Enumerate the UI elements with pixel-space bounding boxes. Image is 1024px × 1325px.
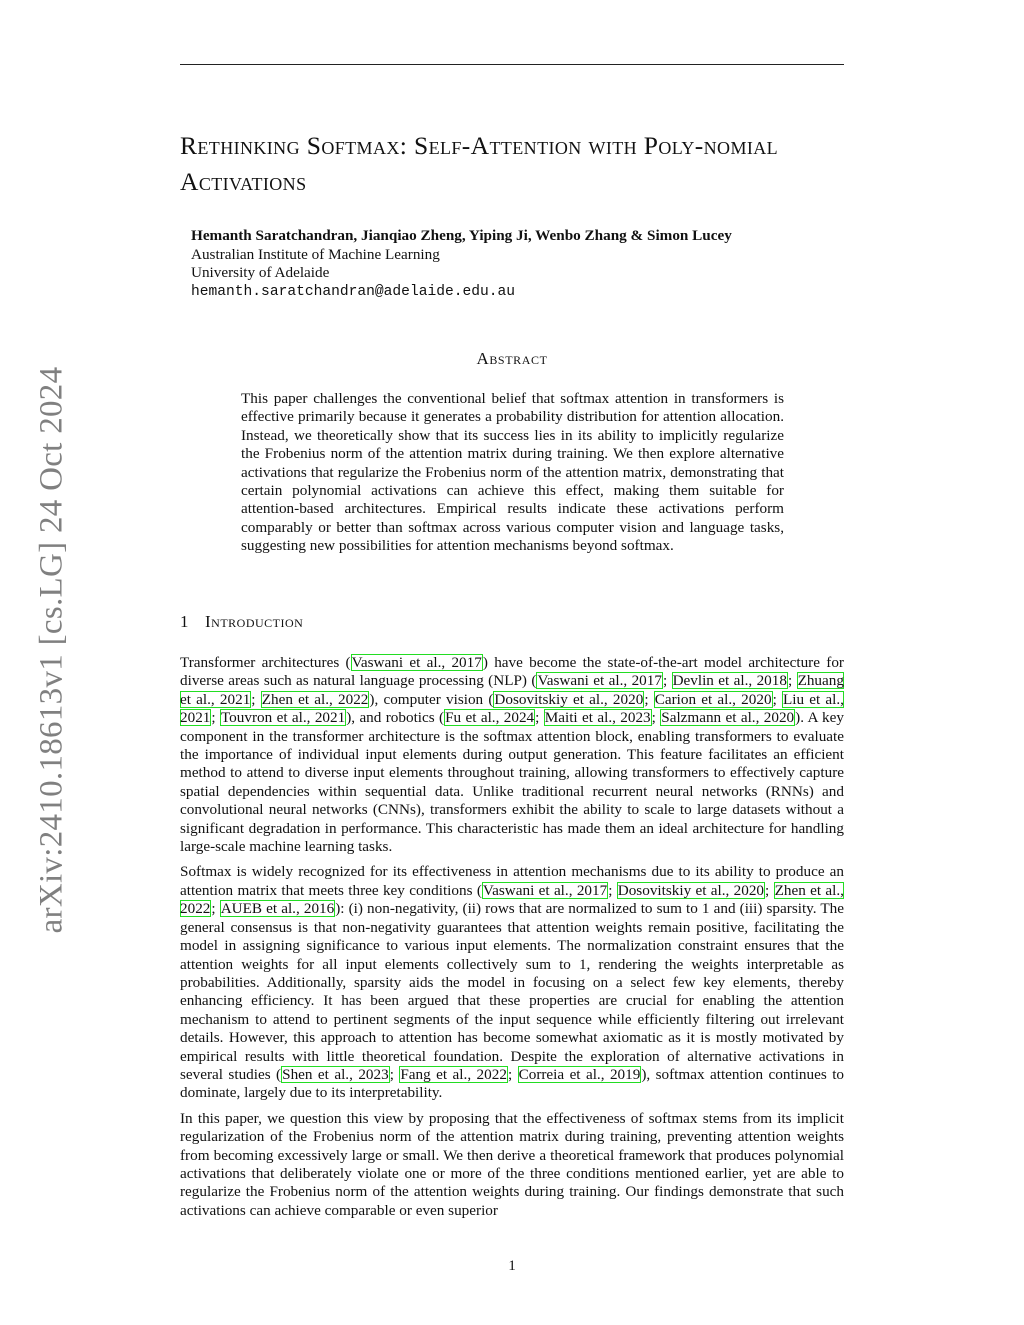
citation-link[interactable]: Carion et al., 2020 (654, 690, 772, 708)
arxiv-stamp: arXiv:2410.18613v1 [cs.LG] 24 Oct 2024 (33, 366, 70, 934)
citation-link[interactable]: Vaswani et al., 2017 (482, 881, 608, 899)
citation-link[interactable]: Zhuang et al., 2021 (180, 672, 844, 708)
text-run: ), and robotics ( (346, 709, 445, 727)
text-run: ; (765, 881, 774, 899)
citation-link[interactable]: Vaswani et al., 2017 (537, 672, 662, 690)
citation-link[interactable]: Devlin et al., 2018 (672, 672, 787, 690)
citation-link[interactable]: Maiti et al., 2023 (544, 709, 651, 727)
text-run: ; (507, 1065, 518, 1083)
text-run: ) have become the state-of-the-art model architecture for diverse areas such as natural language processing (NLP) ( (180, 654, 844, 690)
text-run: ; (211, 900, 220, 918)
abstract-text: This paper challenges the conventional belief that softmax attention in transformers is effective primarily because it generates a probability distribution for attention allocation. Instead, we theoretically show that its success lies in its ability to implicitly regularize the Frobenius norm of the attention matrix during training. We then explore alternative activations that regularize the Frobenius norm of the attention matrix, demonstrating that certain polynomial activations can achieve this effect, making them suitable for attention-based architectures. Empirical results indicate these activations perform comparably or better than softmax across various computer vision and language tasks, suggesting new possibilities for attention mechanisms beyond softmax. (241, 390, 784, 555)
section-heading (180, 612, 303, 632)
citation-link[interactable]: Fang et al., 2022 (400, 1065, 507, 1083)
citation-link[interactable]: Dosovitskiy et al., 2020 (494, 690, 644, 708)
page-number: 1 (508, 1257, 516, 1274)
section-number: 1 (180, 612, 189, 631)
citation-link[interactable]: Fu et al., 2024 (445, 709, 535, 727)
citation-link[interactable]: Correia et al., 2019 (518, 1065, 641, 1083)
text-run: Transformer architectures ( (180, 654, 351, 671)
citation-link[interactable]: Touvron et al., 2021 (220, 709, 346, 727)
body-text (180, 654, 844, 1227)
text-run: ; (651, 709, 661, 727)
citation-link[interactable]: AUEB et al., 2016 (220, 900, 335, 918)
text-run: ; (535, 709, 544, 727)
text-run: ; (389, 1065, 400, 1083)
citation-link[interactable]: Zhen et al., 2022 (180, 881, 844, 918)
section-title: Introduction (205, 612, 304, 631)
text-run: ; (662, 672, 672, 690)
text-run: ; (251, 690, 261, 708)
paper-title: Rethinking Softmax: Self-Attention with Poly-nomial Activations (180, 131, 779, 196)
citation-link[interactable]: Vaswani et al., 2017 (351, 654, 482, 671)
paragraph (180, 863, 844, 1102)
citation-link[interactable]: Zhen et al., 2022 (261, 690, 369, 708)
text-run: ; (608, 881, 617, 899)
text-run: Softmax is widely recognized for its effectiveness in attention mechanisms due to its ability to produce an attention matrix that meets three key conditions ( (180, 863, 844, 899)
text-run: ; (644, 690, 654, 708)
paragraph (180, 654, 844, 856)
affiliation-line: Australian Institute of Machine Learning (191, 245, 440, 263)
citation-link[interactable]: Salzmann et al., 2020 (661, 709, 795, 727)
text-run: ), softmax attention continues to dominate, largely due to its interpretability. (180, 1065, 845, 1102)
text-run: ): (i) non-negativity, (ii) rows that are normalized to sum to 1 and (iii) sparsity. The general consensus is that non-negativity guarantees that attention weights remain positive, facilitating the model in assigning significance to various input elements. The normalization constraint ensures that the attention weights for all input elements collectively sum to 1, rendering the weights interpretable as probabilities. Additionally, sparsity aids the model in focusing on a select few key elements, thereby enhancing efficiency. It has been argued that these properties are crucial for enabling the attention mechanism to attend to pertinent segments of the input sequence while efficiently filtering out irrelevant details. However, this approach to attention has become somewhat axiomatic as it is mostly motivated by empirical results with little theoretical foundation. Despite the exploration of alternative activations in several studies ( (180, 900, 845, 1083)
paragraph: In this paper, we question this view by proposing that the effectiveness of softmax stems from its implicit regularization of the Frobenius norm of the attention matrix during training, preventing attention weights from becoming excessively large or small. We then derive a theoretical framework that produces polynomial activations that deliberately violate one or more of the three conditions mentioned earlier, yet are able to regularize the Frobenius norm of the attention weights during training. Our findings demonstrate that such activations can achieve comparable or even superior (180, 1109, 844, 1219)
author-names: Hemanth Saratchandran, Jianqiao Zheng, Yiping Ji, Wenbo Zhang & Simon Lucey (191, 227, 732, 244)
text-run: ), computer vision ( (369, 690, 494, 708)
author-block (191, 227, 732, 301)
text-run: ; (772, 690, 782, 708)
text-run: ). A key component in the transformer architecture is the softmax attention block, enabling transformers to evaluate the importance of individual input elements during output generation. This feature facilitates an efficient method to attend to diverse input elements throughout training, allowing transformers to effectively capture spatial dependencies within sequential data. Unlike traditional recurrent neural networks (RNNs) and convolutional neural networks (CNNs), transformers exhibit the ability to scale to large datasets without a significant degradation in performance. This characteristic has made them an ideal architecture for handling large-scale machine learning tasks. (180, 709, 844, 856)
author-email[interactable]: hemanth.saratchandran@adelaide.edu.au (191, 283, 516, 300)
citation-link[interactable]: Liu et al., 2021 (180, 690, 844, 727)
text-run: ; (211, 709, 220, 727)
affiliation-line: University of Adelaide (191, 264, 330, 281)
abstract-heading: Abstract (476, 349, 548, 368)
text-run: ; (787, 672, 797, 690)
citation-link[interactable]: Shen et al., 2023 (282, 1065, 389, 1083)
citation-link[interactable]: Dosovitskiy et al., 2020 (617, 881, 765, 899)
top-rule (180, 64, 844, 65)
